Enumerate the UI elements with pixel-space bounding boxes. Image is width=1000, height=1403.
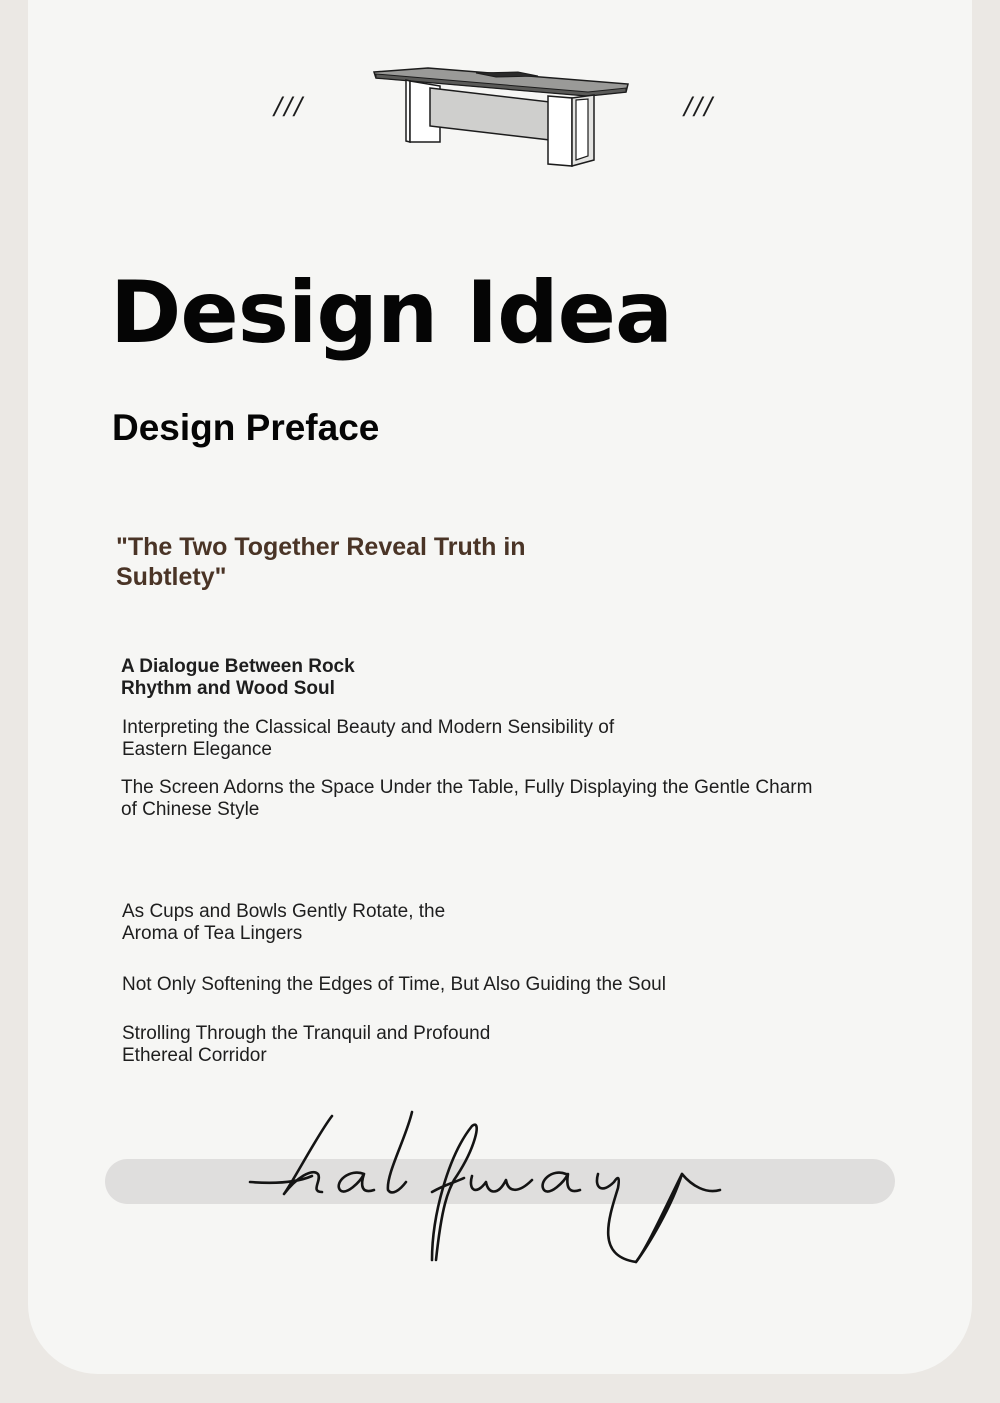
page-title: Design Idea	[110, 263, 673, 363]
paragraph-3: The Screen Adorns the Space Under the Table, Fully Displaying the Gentle Charm of Chinese Style	[121, 777, 813, 820]
quote-text: "The Two Together Reveal Truth in Subtlety"	[116, 533, 526, 591]
slash-decoration-right: ///	[684, 92, 715, 120]
paragraph-4: As Cups and Bowls Gently Rotate, the Aroma of Tea Lingers	[122, 901, 446, 944]
paragraph-1: A Dialogue Between Rock Rhythm and Wood Soul	[121, 656, 355, 699]
signature-halfway	[236, 1096, 736, 1276]
page-subtitle: Design Preface	[112, 407, 380, 448]
slash-decoration-left: ///	[274, 92, 305, 120]
paragraph-2: Interpreting the Classical Beauty and Modern Sensibility of Eastern Elegance	[122, 717, 615, 760]
paragraph-6: Strolling Through the Tranquil and Profound Ethereal Corridor	[122, 1023, 491, 1066]
paragraph-5: Not Only Softening the Edges of Time, But Also Guiding the Soul	[122, 974, 666, 995]
conference-table-icon	[368, 62, 634, 172]
